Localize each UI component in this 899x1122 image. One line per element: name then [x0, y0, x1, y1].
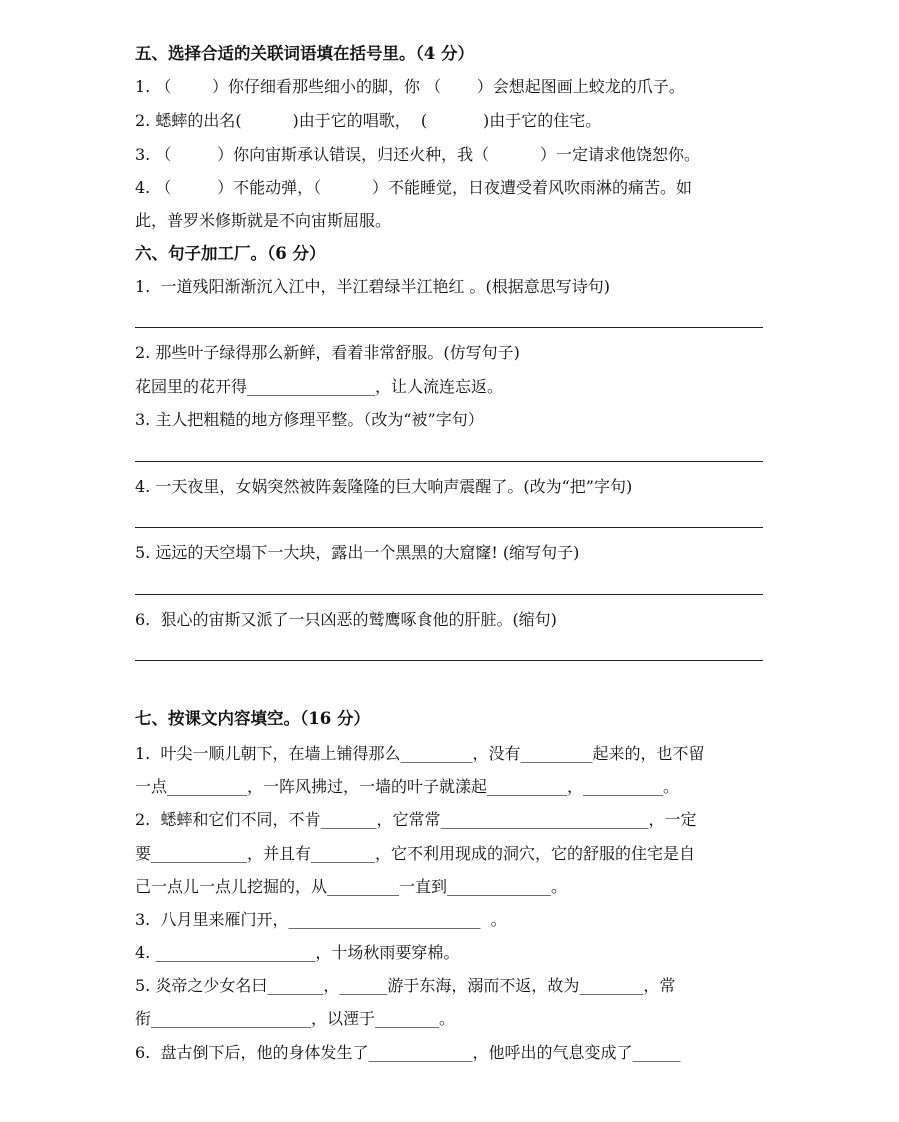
section6-q2: 2. 那些叶子绿得那么新鲜，看着非常舒服。(仿写句子) — [135, 343, 520, 362]
section6-title: 六、句子加工厂。（6 分） — [135, 244, 326, 263]
section7-line-8: 5. 炎帝之少女名曰_______，______游于东海，溺而不返，故为________，常 — [135, 976, 676, 995]
section7-line-4: 要____________，并且有________，它不利用现成的洞穴，它的舒服的住宅是自 — [135, 844, 696, 863]
answer-line-q4 — [135, 527, 763, 528]
answer-line-q6 — [135, 660, 763, 661]
section7-title: 七、按课文内容填空。（16 分） — [135, 709, 370, 728]
section5-line-3: 3. （ ）你向宙斯承认错误，归还火种，我（ ）一定请求他饶恕你。 — [135, 145, 700, 164]
section7-line-7: 4. ____________________，十场秋雨要穿棉。 — [135, 943, 460, 962]
section5-line-1: 1. （ ）你仔细看那些细小的脚，你 （ ）会想起图画上蛟龙的爪子。 — [135, 77, 685, 96]
section5-line-5: 此，普罗米修斯就是不向宙斯屈服。 — [135, 211, 392, 230]
answer-line-q3 — [135, 461, 763, 462]
answer-line-q5 — [135, 594, 763, 595]
section5-line-4: 4. （ ）不能动弹，（ ）不能睡觉，日夜遭受着风吹雨淋的痛苦。如 — [135, 178, 692, 197]
section6-q5: 5. 远远的天空塌下一大块，露出一个黑黑的大窟窿! (缩写句子) — [135, 543, 580, 562]
section7-line-5: 己一点儿一点儿挖掘的，从_________一直到_____________。 — [135, 877, 568, 896]
section6-q6: 6. 狠心的宙斯又派了一只凶恶的鹫鹰啄食他的肝脏。(缩句) — [135, 610, 557, 629]
section7-line-3: 2. 蟋蟀和它们不同，不肯_______，它常常__________________________，一定 — [135, 810, 697, 829]
section6-q2-fill: 花园里的花开得________________，让人流连忘返。 — [135, 377, 504, 396]
section6-q4: 4. 一天夜里，女娲突然被阵轰隆隆的巨大响声震醒了。(改为“把”字句) — [135, 477, 633, 496]
section7-line-9: 衔____________________，以湮于________。 — [135, 1009, 456, 1028]
section7-line-10: 6. 盘古倒下后，他的身体发生了_____________，他呼出的气息变成了______ — [135, 1043, 681, 1062]
section6-q1: 1. 一道残阳渐渐沉入江中，半江碧绿半江艳红 。(根据意思写诗句) — [135, 277, 611, 296]
section7-line-6: 3. 八月里来雁门开，________________________ 。 — [135, 910, 507, 929]
section5-line-2: 2. 蟋蟀的出名( )由于它的唱歌， ( )由于它的住宅。 — [135, 111, 602, 130]
answer-line-q1 — [135, 327, 763, 328]
section7-line-1: 1. 叶尖一顺儿朝下，在墙上铺得那么_________，没有_________起来的，也不留 — [135, 744, 705, 763]
section7-line-2: 一点__________，一阵风拂过，一墙的叶子就漾起__________，__________。 — [135, 777, 680, 796]
section5-title: 五、选择合适的关联词语填在括号里。（4 分） — [135, 44, 474, 63]
section6-q3: 3. 主人把粗糙的地方修理平整。（改为“被”字句） — [135, 410, 484, 429]
